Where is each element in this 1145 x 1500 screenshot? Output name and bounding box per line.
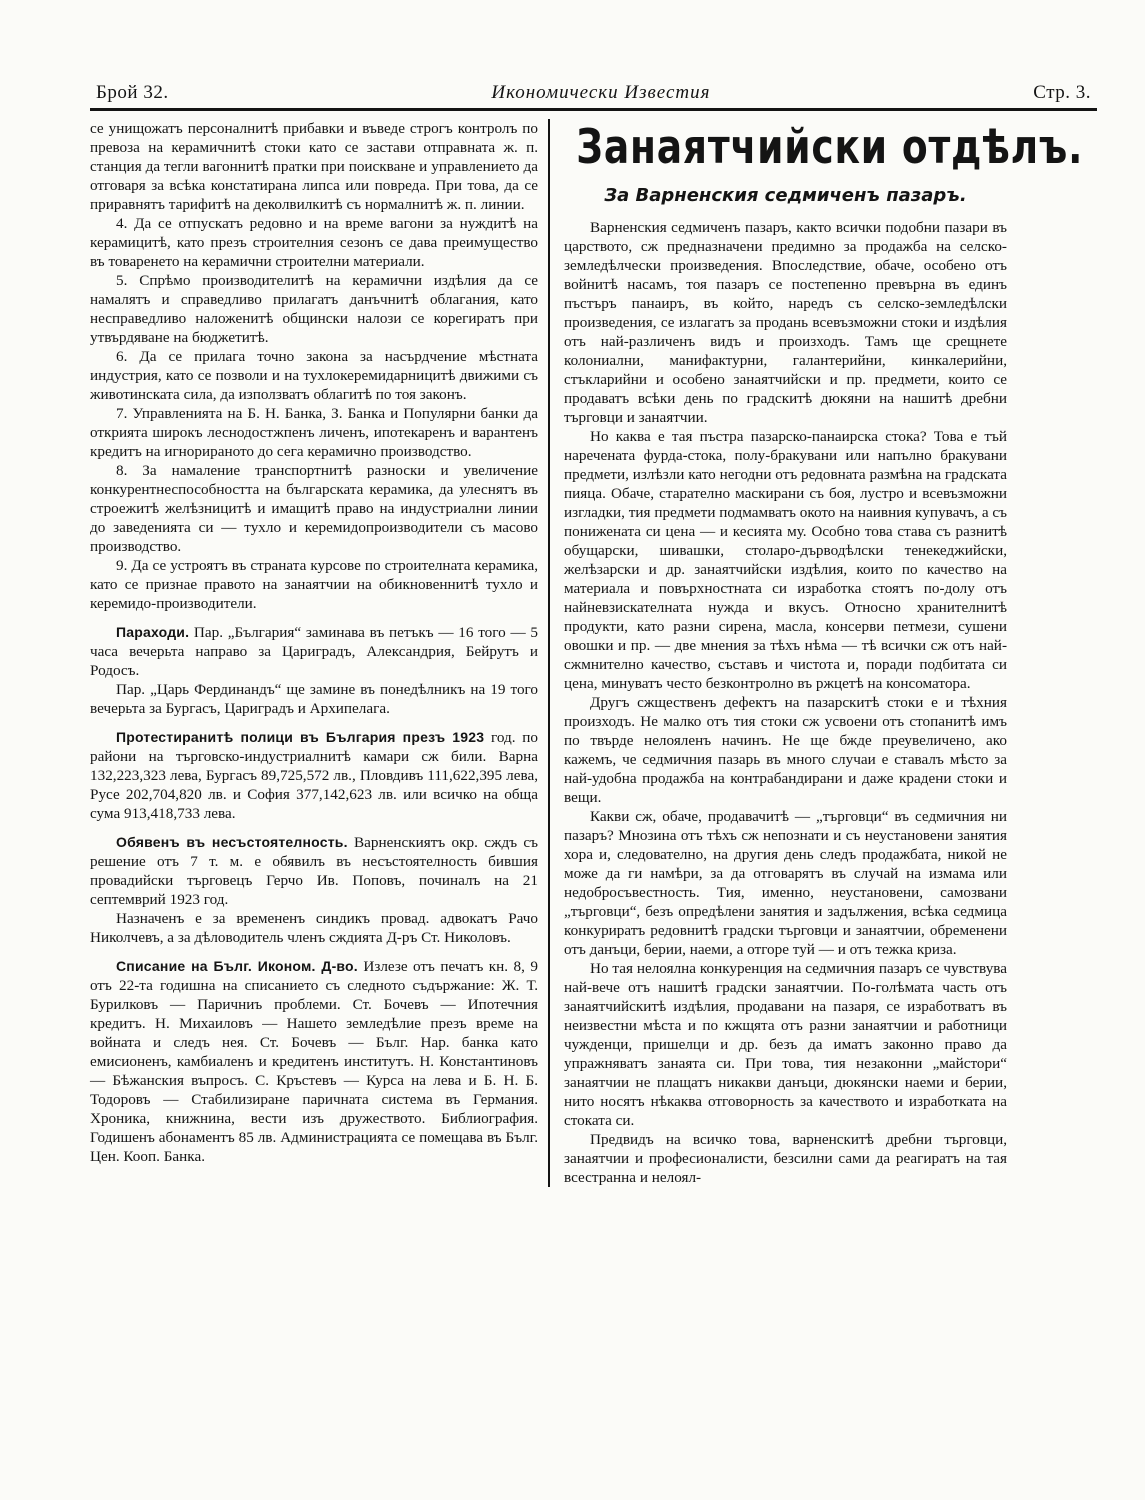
paragraph: 9. Да се устроятъ въ страната курсове по строителната керамика, като се признае правото на занаятчии на обикновеннитѣ тухло и керемидо-производители.: [90, 557, 538, 612]
paragraph: Пар. „Царь Фердинандъ“ ще замине въ понедѣлникъ на 19 того вечерьта за Бургасъ, Цариградъ и Архипелага.: [90, 681, 538, 717]
paragraph: Предвидъ на всичко това, варненскитѣ дребни търговци, занаятчии и професионалисти, безсилни сами да реагиратъ на тая всестранна и нелоял-: [564, 1131, 1007, 1186]
paragraph: се унищожатъ персоналнитѣ прибавки и въведе строгъ контролъ по превоза на керамичнитѣ стоки като се застави отправната ж. п. станция да тегли вагоннитѣ пратки при поискване и управлението да отговаря за всѣка констатирана липса или повреда. При това, да се приравнятъ тарифитѣ на деколвилкитѣ съ нормалнитѣ ж. п. линии.: [90, 120, 538, 213]
paragraph: Назначенъ е за времененъ синдикъ провад. адвокатъ Рачо Николчевъ, а за дѣловодитель членъ сждията Д-ръ Ст. Николовъ.: [90, 910, 538, 946]
right-column: [548, 119, 1084, 1187]
news-heading: Протестиранитѣ полици въ България презъ 1923: [116, 729, 485, 745]
issue-number: Брой 32.: [96, 82, 169, 103]
news-item-protests: Протестиранитѣ полици въ България презъ 1923 год. по райони на търговско-индустриалнитѣ камари сж били. Варна 132,223,323 лева, Бургасъ 89,725,572 лв., Пловдивъ 111,622,395 лева, Русе 202,704,820 лв. и София 377,142,623 лв. или всичко на обща сума 913,418,733 лева.: [90, 729, 538, 822]
paragraph: Но тая нелоялна конкуренция на седмичния пазаръ се чувствува най-вече отъ нашитѣ градски занаятчии. По-голѣмата часть отъ занаятчийскитѣ издѣлия, продавани на пазаря, се изработватъ въ неизвестни мѣста и по кжщята отъ разни занаятчии и работници чужденци, пришелци и др. безъ да иматъ законно право да упражняватъ занаята си. При това, тия незаконни „майстори“ занаятчии не плащатъ никакви данъци, дюкянски наеми и берии, нито носятъ нѣкаква отговорность за качеството и изработката на стоката си.: [564, 960, 1007, 1129]
page-number: Стр. 3.: [1033, 82, 1091, 103]
article-title: За Варненския седмиченъ пазаръ.: [604, 185, 967, 206]
paragraph: Другъ сжщественъ дефектъ на пазарскитѣ стоки е и тѣхния произходъ. Не малко отъ тия стоки сж усвоени отъ стопанитѣ имъ по твърде нелояленъ начинъ. Не ще бжде преувеличено, ако кажемъ, че седмичния пазарь въ много случаи е ставалъ мѣсто за най-удобна продажба на контрабандирани и даже крадени стоки и вещи.: [564, 694, 1007, 806]
paragraph: Какви сж, обаче, продавачитѣ — „търговци“ въ седмичния ни пазаръ? Мнозина отъ тѣхъ сж непознати и съ неустановени занятия хора и, следователно, на другия день следъ продажбата, никой не може да ги намѣри, за да отговарятъ въ случай на измама или недобросъвестность. Тия, именно, неустановени, самозвани „търговци“, безъ опредѣлени занятия и задължения, всѣка седмица конкуриратъ редовнитѣ градски търговци и занаятчии, обременени отъ данъци, берии, наеми, а отгоре туй — и отъ тежка криза.: [564, 808, 1007, 958]
journal-title: Икономически Известия: [491, 82, 711, 103]
news-heading: Списание на Бълг. Иконом. Д-во.: [116, 958, 358, 974]
news-heading: Обявенъ въ несъстоятелность.: [116, 834, 348, 850]
paragraph: 6. Да се прилага точно закона за насърдчение мѣстната индустрия, като се позволи и на тухлокеремидарницитѣ движими съ животинската сила, да използватъ облагитѣ по тоя законъ.: [90, 348, 538, 403]
section-title: Занаятчийски отдѣлъ.: [576, 120, 1084, 175]
paragraph: 4. Да се отпускатъ редовно и на време вагони за нуждитѣ на керамицитѣ, като презъ строителния сезонъ се дава преимущество въ товаренето на керамични строителни материали.: [90, 215, 538, 270]
page-header: [90, 82, 1097, 111]
news-item-magazine: Списание на Бълг. Иконом. Д-во. Излезе отъ печатъ кн. 8, 9 отъ 22-та годишна на списанието съ следното съдържание: Ж. Т. Бурилковъ — Паричниъ проблеми. Ст. Бочевъ — Ипотечния кредитъ. Н. Михаиловъ — Нашето земледѣлие презъ време на войната и следъ нея. Ст. Бочевъ — Бълг. Нар. банка като емисионенъ, камбиаленъ и кредитенъ институтъ. Н. Константиновъ — Бѣжанския въпросъ. С. Кръстевъ — Курса на лева и Б. Н. Б. Тодоровъ — Стабилизиране паричната система въ Германия. Хроника, книжнина, вести изъ дружеството. Библиография. Годишенъ абонаментъ 85 лв. Администрацията се помещава въ Бълг. Цен. Кооп. Банка.: [90, 958, 538, 1165]
news-item-ships: Параходи. Пар. „България“ заминава въ петъкъ — 16 того — 5 часа вечерьта направо за Цариградъ, Александрия, Бейрутъ и Родосъ.: [90, 624, 538, 679]
left-column: [90, 119, 548, 1187]
news-heading: Параходи.: [116, 624, 190, 640]
paragraph: 5. Спрѣмо производителитѣ на керамични издѣлия да се намалятъ и справедливо прилагатъ данъчнитѣ облагания, като несправедливо наложенитѣ общински налози се корегиратъ при утвърдяване на бюджетитѣ.: [90, 272, 538, 346]
paragraph: Варненския седмиченъ пазаръ, както всички подобни пазари въ царството, сж предназначени предимно за продажба на селско-земледѣлчески произведения. Впоследствие, обаче, особено отъ войнитѣ насамъ, тоя пазаръ се постепенно превърна въ единъ пъстъръ панаиръ, въ който, наредъ съ селско-земледѣлски произведения, се излагатъ за продань всевъзможни стоки и издѣлия отъ най-различенъ видъ и произходъ. Тамъ ще срещнете колониални, манифактурни, галантерийни, кинкалерийни, стъкларийни и особено занаятчийски и пр. предмети, които се продаватъ всѣки день по градскитѣ дюкяни на нашитѣ дребни търговци и занаятчии.: [564, 219, 1007, 426]
paragraph: 7. Управленията на Б. Н. Банка, З. Банка и Популярни банки да открията широкъ леснодостжпенъ личенъ, ипотекаренъ и варантенъ кредитъ на игнорираното до сега керамично производство.: [90, 405, 538, 460]
news-item-bankruptcy: Обявенъ въ несъстоятелность. Варненскиятъ окр. сждъ съ решение отъ 7 т. м. е обявилъ въ несъстоятелность бившия провадийски търговецъ Герчо Ив. Поповъ, починалъ на 21 септемврий 1923 год.: [90, 834, 538, 908]
paragraph: Но каква е тая пъстра пазарско-панаирска стока? Това е тъй наречената фурда-стока, полу-бракувани или напълно бракувани предмети, излѣзли като негодни отъ редовната размѣна на градската пияца. Обаче, старателно маскирани съ боя, лустро и всевъзможни изгладки, тия предмети подмамватъ окото на наивния купувачъ, а съ понижената си цена — и кесията му. Особно това става съ разнитѣ обущарски, шивашки, столаро-дърводѣлски тенекеджийски, желѣзарски и др. занаятчийски издѣлия, които по качество на материала и повърхностната си изработка стоятъ по-долу отъ найневзискателната нужда и вкусъ. Относно хранителнитѣ продукти, като разни сирена, масла, консерви петмези, сушени овошки и пр. — две мнения за тѣхъ нѣма — тѣ всички сж отъ най-сжмнително качество, съставъ и чистота и, поради подбитата си цена, минуватъ често безконтролно въ ржцетѣ на консоматора.: [564, 428, 1007, 692]
paragraph: 8. За намаление транспортнитѣ разноски и увеличение конкурентнеспособността на българската керамика, да улеснятъ въ строежитѣ желѣзницитѣ и имащитѣ право на индустриални линии до заведенията си — тухло и керемидопроизводители съ масово производство.: [90, 462, 538, 555]
